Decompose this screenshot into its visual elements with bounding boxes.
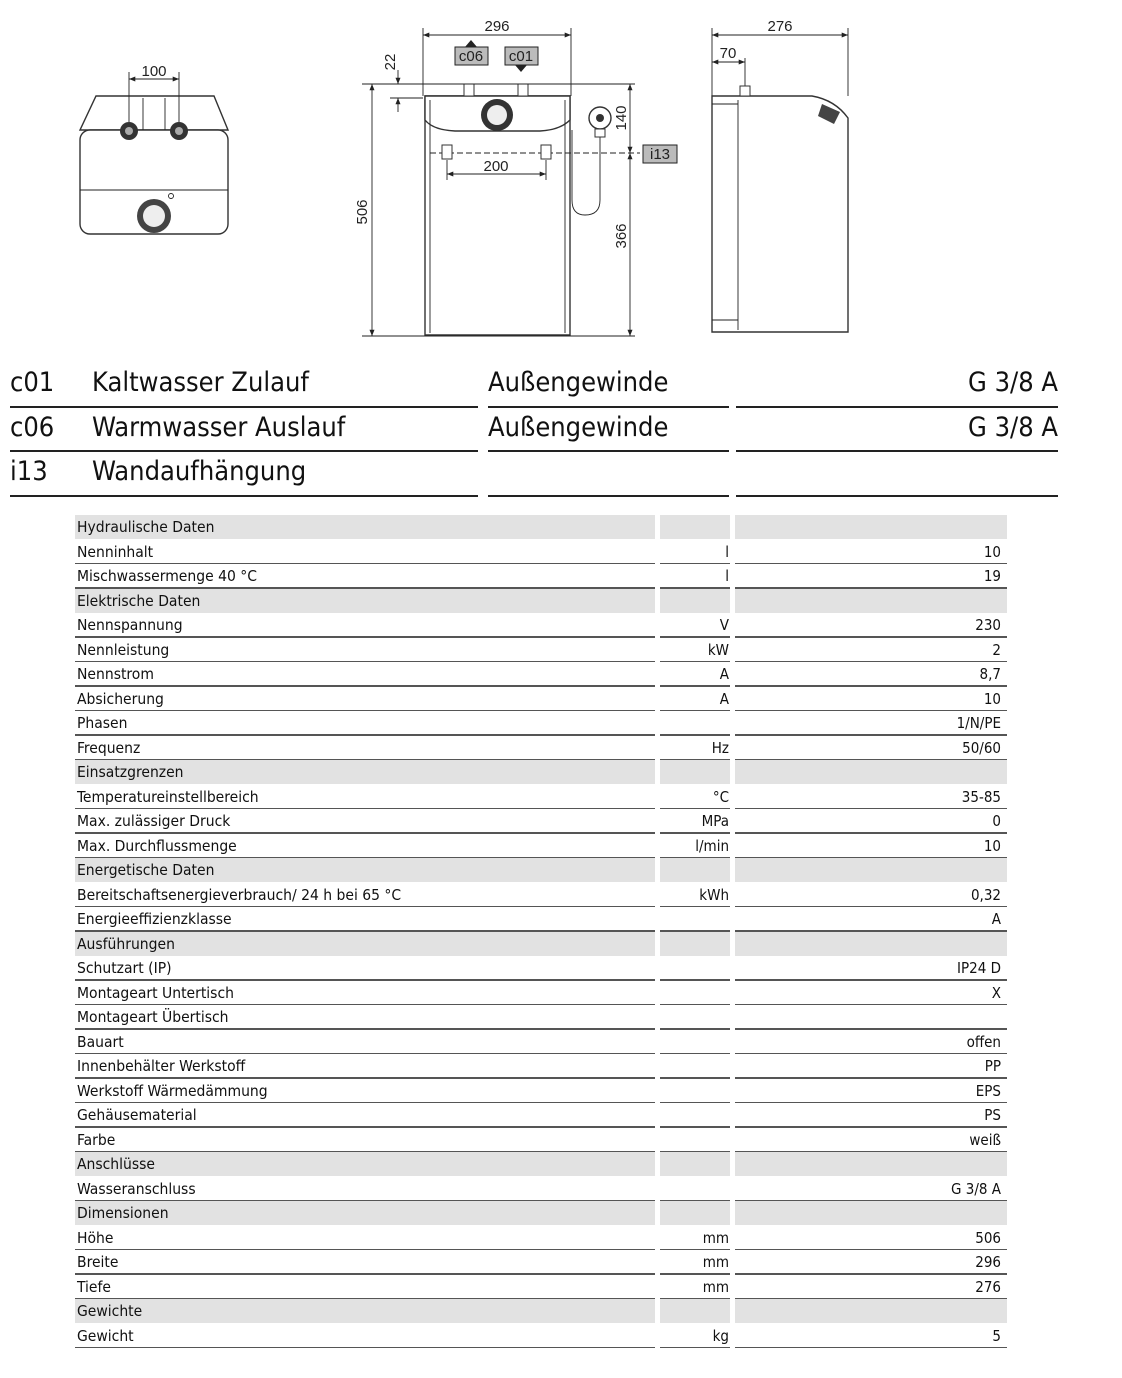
spec-label: Gewicht <box>77 1326 134 1345</box>
dim-mount-width: 200 <box>483 158 509 175</box>
spec-label: Nenninhalt <box>77 542 154 561</box>
spec-row <box>75 711 1007 736</box>
spec-row <box>75 540 1007 565</box>
connection-description: Wandaufhängung <box>92 456 307 487</box>
connection-row <box>10 452 1060 497</box>
spec-section-header <box>75 760 1007 785</box>
row-divider <box>75 1347 655 1348</box>
section-title: Gewichte <box>77 1302 143 1320</box>
spec-label: Höhe <box>77 1228 114 1247</box>
spec-unit: Hz <box>711 738 729 757</box>
spec-label: Nennspannung <box>77 616 183 634</box>
spec-value: 50/60 <box>962 738 1001 757</box>
spec-row <box>75 736 1007 761</box>
dim-depth: 276 <box>767 18 793 35</box>
spec-unit: kg <box>712 1326 729 1345</box>
spec-value: 0 <box>992 812 1001 830</box>
spec-row <box>75 785 1007 810</box>
spec-value: 10 <box>983 836 1001 855</box>
spec-row <box>75 834 1007 859</box>
dim-height: 506 <box>354 199 371 225</box>
dim-connection-top: 140 <box>613 105 630 131</box>
spec-value: 506 <box>975 1228 1001 1247</box>
section-background <box>75 1299 655 1323</box>
section-title: Einsatzgrenzen <box>77 763 184 781</box>
spec-row <box>75 1005 1007 1030</box>
spec-row <box>75 1103 1007 1128</box>
spec-value: PP <box>984 1057 1001 1075</box>
section-background <box>735 932 1007 956</box>
spec-value: 10 <box>983 542 1001 561</box>
spec-unit: kWh <box>699 885 729 904</box>
spec-unit: mm <box>702 1228 729 1247</box>
spec-value: G 3/8 A <box>951 1179 1001 1198</box>
section-title: Hydraulische Daten <box>77 518 215 536</box>
connection-code: i13 <box>10 456 48 487</box>
connection-code: c01 <box>10 367 55 398</box>
spec-label: Absicherung <box>77 689 164 708</box>
connection-type: Außengewinde <box>488 411 669 443</box>
spec-value: 5 <box>992 1326 1001 1345</box>
connections-legend <box>10 363 1060 497</box>
spec-unit: A <box>719 665 729 683</box>
section-background <box>735 1152 1007 1176</box>
tag-c06: c06 <box>458 48 484 65</box>
spec-label: Max. Durchflussmenge <box>77 836 237 855</box>
spec-row <box>75 687 1007 712</box>
spec-unit: A <box>719 689 729 708</box>
spec-row <box>75 1128 1007 1153</box>
spec-value: 35-85 <box>961 787 1001 806</box>
spec-label: Innenbehälter Werkstoff <box>77 1057 246 1075</box>
spec-label: Wasseranschluss <box>77 1179 196 1198</box>
tag-i13: i13 <box>649 146 671 163</box>
dim-mount-height: 366 <box>613 223 630 249</box>
section-background <box>75 1152 655 1176</box>
spec-unit: MPa <box>701 812 729 830</box>
dim-top-offset: 22 <box>382 53 399 71</box>
row-divider <box>660 1347 730 1348</box>
spec-value: PS <box>984 1106 1001 1124</box>
section-background <box>735 515 1007 539</box>
spec-row <box>75 956 1007 981</box>
spec-row <box>75 1177 1007 1202</box>
spec-label: Energieeffizienzklasse <box>77 910 232 928</box>
section-background <box>735 760 1007 784</box>
connection-row <box>10 363 1060 408</box>
spec-row <box>75 1054 1007 1079</box>
spec-value: 230 <box>975 616 1001 634</box>
rule-line <box>488 495 729 497</box>
spec-unit: mm <box>702 1277 729 1296</box>
section-background <box>735 1201 1007 1225</box>
side-elevation-drawing <box>712 18 848 332</box>
connection-size: G 3/8 A <box>968 367 1058 398</box>
spec-value: IP24 D <box>957 959 1001 977</box>
section-background <box>735 589 1007 613</box>
spec-unit: V <box>719 616 729 634</box>
dim-offset: 70 <box>719 45 737 62</box>
spec-label: Werkstoff Wärmedämmung <box>77 1081 268 1100</box>
section-background <box>660 589 730 613</box>
section-background <box>735 858 1007 882</box>
spec-section-header <box>75 1201 1007 1226</box>
spec-section-header <box>75 589 1007 614</box>
spec-value: 276 <box>975 1277 1001 1296</box>
spec-row <box>75 1030 1007 1055</box>
spec-label: Farbe <box>77 1130 116 1149</box>
spec-value: 2 <box>992 640 1001 659</box>
spec-section-header <box>75 515 1007 540</box>
section-title: Elektrische Daten <box>77 591 201 610</box>
spec-unit: l <box>725 542 729 561</box>
spec-row <box>75 564 1007 589</box>
section-background <box>660 760 730 784</box>
section-title: Ausführungen <box>77 934 175 953</box>
section-title: Anschlüsse <box>77 1155 155 1173</box>
section-background <box>660 1152 730 1176</box>
spec-section-header <box>75 932 1007 957</box>
spec-row <box>75 1226 1007 1251</box>
spec-row <box>75 1250 1007 1275</box>
section-title: Dimensionen <box>77 1204 169 1222</box>
technical-drawings <box>0 0 1122 350</box>
spec-row <box>75 981 1007 1006</box>
spec-value: 8,7 <box>979 665 1001 683</box>
section-background <box>660 858 730 882</box>
tag-c01: c01 <box>508 48 534 65</box>
spec-label: Max. zulässiger Druck <box>77 812 231 830</box>
spec-row <box>75 1324 1007 1349</box>
spec-label: Montageart Untertisch <box>77 983 234 1002</box>
spec-unit: °C <box>712 787 729 806</box>
rule-line <box>736 495 1058 497</box>
spec-row <box>75 809 1007 834</box>
connection-code: c06 <box>10 411 55 443</box>
spec-label: Mischwassermenge 40 °C <box>77 567 257 585</box>
spec-label: Gehäusematerial <box>77 1106 197 1124</box>
spec-value: 0,32 <box>970 885 1001 904</box>
spec-unit: l/min <box>695 836 729 855</box>
spec-label: Montageart Übertisch <box>77 1008 229 1026</box>
spec-value: 10 <box>983 689 1001 708</box>
spec-table <box>75 515 1007 1348</box>
spec-value: 1/N/PE <box>956 714 1001 732</box>
spec-row <box>75 662 1007 687</box>
connection-description: Kaltwasser Zulauf <box>92 367 309 398</box>
section-background <box>660 932 730 956</box>
connection-size: G 3/8 A <box>968 411 1058 443</box>
connection-description: Warmwasser Auslauf <box>92 411 346 443</box>
connection-type: Außengewinde <box>488 367 669 398</box>
spec-section-header <box>75 1299 1007 1324</box>
spec-value: EPS <box>975 1081 1001 1100</box>
front-elevation-drawing <box>354 18 677 336</box>
section-background <box>660 515 730 539</box>
spec-value: offen <box>966 1032 1001 1051</box>
spec-row <box>75 1079 1007 1104</box>
spec-row <box>75 907 1007 932</box>
spec-value: X <box>991 983 1001 1002</box>
section-background <box>660 1299 730 1323</box>
spec-value: 19 <box>983 567 1001 585</box>
spec-label: Temperatureinstellbereich <box>77 787 259 806</box>
dim-front-width: 100 <box>141 63 167 80</box>
front-view-drawing <box>80 63 228 234</box>
spec-row <box>75 1275 1007 1300</box>
section-background <box>660 1201 730 1225</box>
spec-label: Phasen <box>77 714 128 732</box>
spec-row <box>75 638 1007 663</box>
spec-unit: l <box>725 567 729 585</box>
spec-label: Breite <box>77 1253 119 1271</box>
spec-label: Tiefe <box>77 1277 111 1296</box>
connection-row <box>10 408 1060 453</box>
spec-row <box>75 883 1007 908</box>
section-title: Energetische Daten <box>77 861 215 879</box>
spec-value: A <box>991 910 1001 928</box>
spec-label: Bauart <box>77 1032 124 1051</box>
dim-width: 296 <box>484 18 510 35</box>
spec-row <box>75 613 1007 638</box>
section-background <box>735 1299 1007 1323</box>
spec-label: Schutzart (IP) <box>77 959 172 977</box>
spec-label: Bereitschaftsenergieverbrauch/ 24 h bei 65 °C <box>77 885 402 904</box>
spec-label: Frequenz <box>77 738 141 757</box>
spec-label: Nennleistung <box>77 640 170 659</box>
spec-section-header <box>75 1152 1007 1177</box>
spec-unit: mm <box>702 1253 729 1271</box>
spec-value: weiß <box>969 1130 1001 1149</box>
rule-line <box>10 495 478 497</box>
spec-value: 296 <box>975 1253 1001 1271</box>
spec-section-header <box>75 858 1007 883</box>
row-divider <box>735 1347 1007 1348</box>
spec-label: Nennstrom <box>77 665 154 683</box>
spec-unit: kW <box>707 640 729 659</box>
